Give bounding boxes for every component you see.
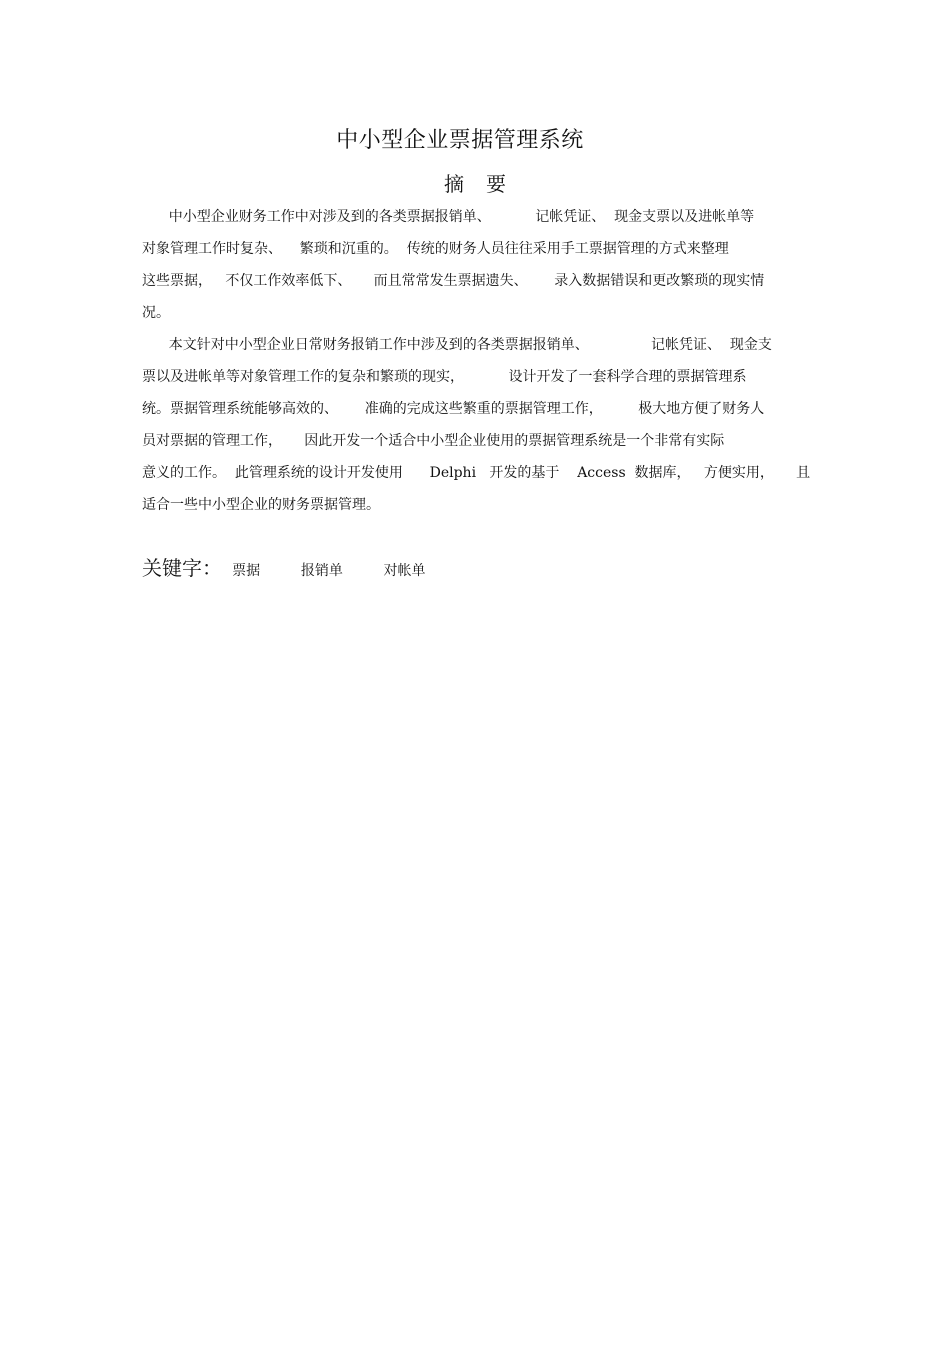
keyword-item: 报销单 [300, 563, 343, 579]
keyword-item: 对帐单 [383, 563, 426, 579]
abstract-line-6: 票以及进帐单等对象管理工作的复杂和繁琐的现实， 设计开发了一套科学合理的票据管理系 [142, 369, 747, 385]
keywords-line [142, 554, 812, 585]
keywords-label: 关键字： [142, 556, 222, 580]
abstract-line-8: 员对票据的管理工作， 因此开发一个适合中小型企业使用的票据管理系统是一个非常有实际 [142, 433, 725, 449]
abstract-line-10: 适合一些中小型企业的财务票据管理。 [142, 497, 380, 513]
abstract-heading-char-1: 摘 [444, 172, 464, 196]
abstract-line-9: 意义的工作。 此管理系统的设计开发使用 Delphi 开发的基于 Access 数据库， 方便实用， 且 [142, 465, 811, 481]
abstract-line-5: 本文针对中小型企业日常财务报销工作中涉及到的各类票据报销单、 记帐凭证、 现金支 [142, 337, 772, 353]
abstract-heading [0, 170, 950, 198]
abstract-line-3: 这些票据， 不仅工作效率低下、 而且常常发生票据遗失、 录入数据错误和更改繁琐的现实情 [142, 273, 765, 289]
document-title: 中小型企业票据管理系统 [336, 128, 584, 153]
abstract-line-7: 统。票据管理系统能够高效的、 准确的完成这些繁重的票据管理工作， 极大地方便了财务人 [142, 401, 765, 417]
keyword-item: 票据 [232, 563, 261, 579]
abstract-line-4: 况。 [142, 305, 170, 321]
abstract-line-1: 中小型企业财务工作中对涉及到的各类票据报销单、 记帐凭证、 现金支票以及进帐单等 [142, 209, 755, 225]
abstract-heading-char-2: 要 [486, 172, 506, 196]
abstract-line-2: 对象管理工作时复杂、 繁琐和沉重的。 传统的财务人员往往采用手工票据管理的方式来整理 [142, 241, 729, 257]
